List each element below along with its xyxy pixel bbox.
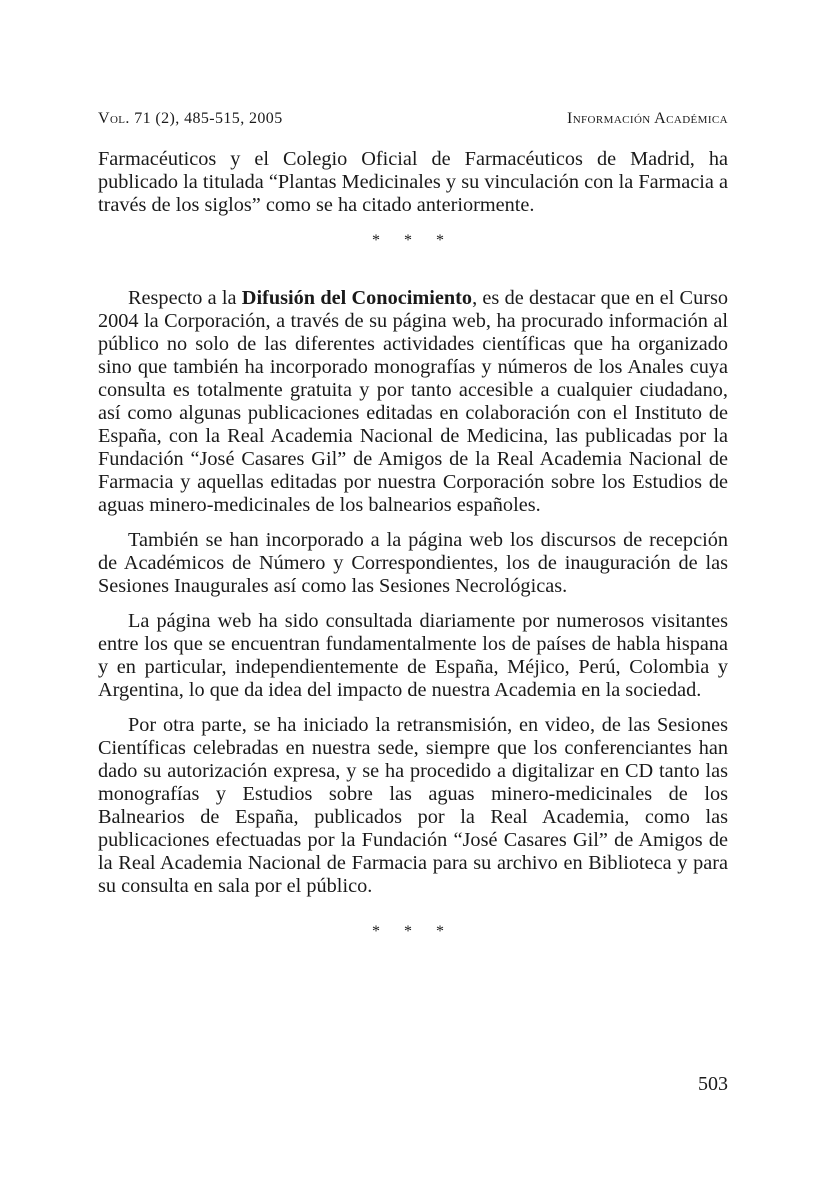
paragraph-retransmision: Por otra parte, se ha iniciado la retransmisión, en video, de las Sesiones Científicas celebradas en nuestra sede, siempre que los conferenciantes han dado su autorización expresa, y se ha procedido a digitalizar en CD tanto las monografías y Estudios sobre las aguas minero-medicinales de los Balnearios de España, publicados por la Real Academia, como las publicaciones efectuadas por la Fundación “José Casares Gil” de Amigos de la Real Academia Nacional de Farmacia para su archivo en Biblioteca y para su consulta en sala por el público. [98, 714, 728, 897]
paragraph-text-lead: Respecto a la [128, 287, 242, 309]
emphasized-term: Difusión del Conocimiento [241, 287, 473, 309]
section-separator-end: * * * [372, 923, 454, 940]
section-separator: * * * [372, 232, 454, 249]
section-title: Información Académica [566, 110, 728, 127]
page-body [98, 148, 728, 944]
paragraph-difusion [98, 287, 728, 517]
running-header [98, 110, 728, 134]
paragraph-discursos: También se han incorporado a la página web los discursos de recepción de Académicos de Número y Correspondientes, los de inauguración de las Sesiones Inaugurales así como las Sesiones Necrológicas. [98, 529, 728, 597]
paragraph-text-rest: , es de destacar que en el Curso 2004 la Corporación, a través de su página web, ha procurado información al público no solo de las diferentes actividades científicas que ha organizado sino que también ha incorporado monografías y números de los Anales cuya consulta es totalmente gratuita y por tanto accesible a cualquier ciudadano, así como algunas publicaciones editadas en colaboración con el Instituto de España, con la Real Academia Nacional de Medicina, las publicadas por la Fundación “José Casares Gil” de Amigos de la Real Academia Nacional de Farmacia y aquellas editadas por nuestra Corporación sobre los Estudios de aguas minero-medicinales de los balnearios españoles. [98, 287, 728, 516]
page-number: 503 [698, 1073, 728, 1095]
journal-volume-info: Vol. 71 (2), 485-515, 2005 [98, 110, 283, 127]
paragraph-web-visits: La página web ha sido consultada diariamente por numerosos visitantes entre los que se encuentran fundamentalmente los de países de habla hispana y en particular, independientemente de España, Méjico, Perú, Colombia y Argentina, lo que da idea del impacto de nuestra Academia en la sociedad. [98, 610, 728, 701]
paragraph-continued: Farmacéuticos y el Colegio Oficial de Farmacéuticos de Madrid, ha publicado la titulada “Plantas Medicinales y su vinculación con la Farmacia a través de los siglos” como se ha citado anteriormente. [98, 148, 728, 216]
